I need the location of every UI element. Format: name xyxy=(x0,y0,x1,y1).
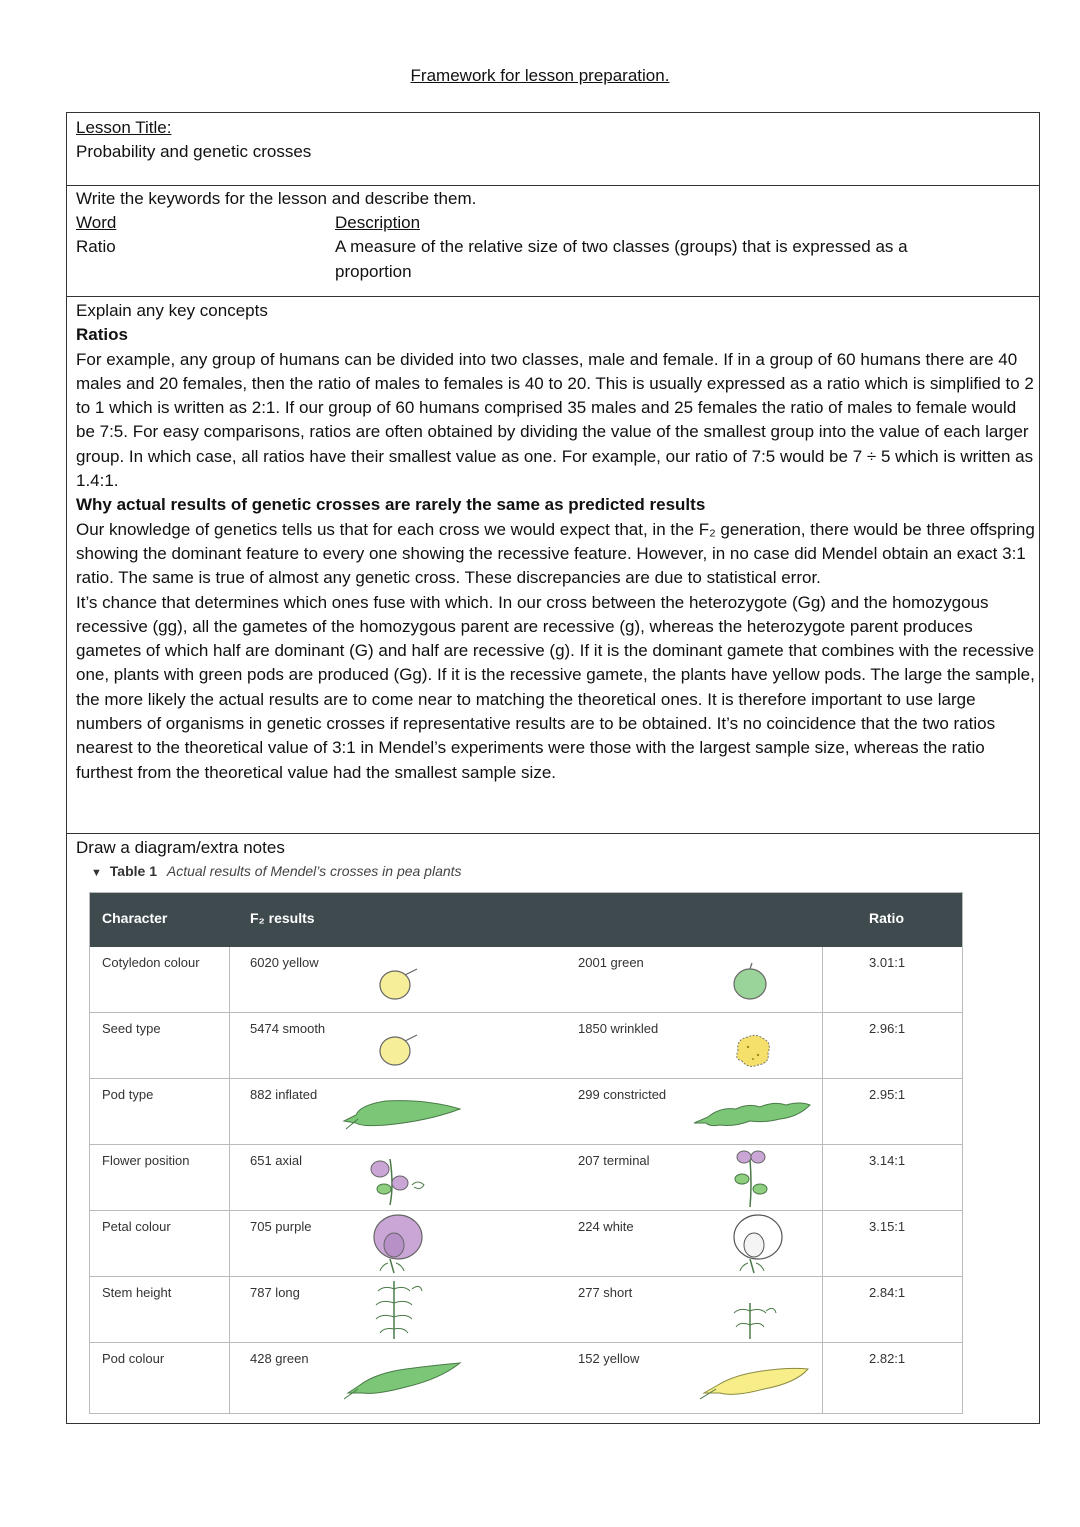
table-row xyxy=(90,947,962,1013)
character-cell: Stem height xyxy=(102,1285,172,1300)
header-ratio: Ratio xyxy=(869,910,904,926)
ratios-paragraph: For example, any group of humans can be divided into two classes, male and female. If in a group of 60 humans there are 40 males and 20 females, then the ratio of males to females is 40 to 20. This is usually expressed as a ratio which is simplified to 2 to 1 which is written as 2:1. If our group of 60 humans comprised 35 males and 25 females the ratio of males to female would be 7:5. For easy comparisons, ratios are often obtained by dividing the value of the smallest group into the value of each larger group. In which case, all ratios have their smallest value as one. For example, our ratio of 7:5 would be 7 ÷ 5 which is written as 1.4:1. xyxy=(76,349,1034,491)
yellow-round-seed-icon xyxy=(365,947,445,1011)
wrinkled-seed-icon xyxy=(720,1013,800,1077)
triangle-down-icon: ▼ xyxy=(91,867,102,879)
keyword-row xyxy=(76,235,1039,285)
ratio-cell: 3.14:1 xyxy=(869,1153,906,1168)
table-row xyxy=(90,1343,962,1413)
recessive-cell: 277 short xyxy=(578,1285,633,1300)
table-row xyxy=(90,1145,962,1211)
keywords-instruction: Write the keywords for the lesson and describe them. xyxy=(76,189,477,208)
recessive-cell: 1850 wrinkled xyxy=(578,1021,659,1036)
short-stem-icon xyxy=(720,1277,800,1341)
yellow-pod-icon xyxy=(690,1343,815,1407)
ratio-cell: 2.95:1 xyxy=(869,1087,906,1102)
ratio-cell: 3.15:1 xyxy=(869,1219,906,1234)
table-header xyxy=(90,893,962,947)
dominant-cell: 651 axial xyxy=(250,1153,303,1168)
axial-flower-icon xyxy=(360,1145,440,1209)
inflated-pod-icon xyxy=(336,1079,466,1143)
lesson-title-label: Lesson Title: xyxy=(76,118,172,137)
page-title: Framework for lesson preparation. xyxy=(410,66,670,85)
mendel-results-table xyxy=(89,892,963,1414)
recessive-cell: 224 white xyxy=(578,1219,634,1234)
recessive-cell: 299 constricted xyxy=(578,1087,667,1102)
table-row xyxy=(90,1013,962,1079)
ratio-cell: 3.01:1 xyxy=(869,955,906,970)
word-header: Word xyxy=(76,213,117,233)
diagram-section xyxy=(67,836,1039,860)
dominant-cell: 705 purple xyxy=(250,1219,312,1234)
character-cell: Cotyledon colour xyxy=(102,955,200,970)
long-stem-icon xyxy=(360,1277,440,1341)
character-cell: Flower position xyxy=(102,1153,190,1168)
dominant-cell: 428 green xyxy=(250,1351,309,1366)
green-round-seed-icon xyxy=(720,947,800,1011)
diagram-heading: Draw a diagram/extra notes xyxy=(76,838,285,857)
character-cell: Petal colour xyxy=(102,1219,171,1234)
dominant-cell: 6020 yellow xyxy=(250,955,319,970)
table-row xyxy=(90,1211,962,1277)
purple-flower-icon xyxy=(360,1211,440,1275)
concepts-section xyxy=(67,299,1039,785)
smooth-seed-icon xyxy=(365,1013,445,1077)
lesson-frame xyxy=(66,112,1040,1424)
character-cell: Seed type xyxy=(102,1021,161,1036)
divider xyxy=(67,833,1039,834)
character-cell: Pod colour xyxy=(102,1351,165,1366)
green-pod-icon xyxy=(336,1343,466,1407)
lesson-title: Probability and genetic crosses xyxy=(76,142,312,162)
why-paragraph-2: It’s chance that determines which ones fuse with which. In our cross between the heterozygote (Gg) and the homozygous recessive (gg), all the gametes of the homozygous parent are recessive (g), whereas the heterozygote parent produces gametes of which half are dominant (G) and half are recessive (g). If it is the dominant gamete that combines with the recessive one, plants with green pods are produced (Gg). If it is the recessive gamete, the plants have yellow pods. The large the sample, the more likely the actual results are to come near to matching the theoretical ones. It is therefore important to use large numbers of organisms in genetic crosses if representative results are to be obtained. It’s no coincidence that the two ratios nearest to the theoretical value of 3:1 in Mendel’s experiments were those with the largest sample size, whereas the ratio furthest from the theoretical value had the smallest sample size. xyxy=(76,592,1035,782)
constricted-pod-icon xyxy=(690,1079,815,1143)
dominant-cell: 5474 smooth xyxy=(250,1021,326,1036)
ratios-heading: Ratios xyxy=(76,325,128,345)
ratio-cell: 2.84:1 xyxy=(869,1285,906,1300)
dominant-cell: 787 long xyxy=(250,1285,300,1300)
divider xyxy=(67,296,1039,297)
recessive-cell: 152 yellow xyxy=(578,1351,640,1366)
table-row xyxy=(90,1079,962,1145)
terminal-flower-icon xyxy=(720,1145,800,1209)
table-label: Table 1 xyxy=(109,863,157,879)
table-caption-text: Actual results of Mendel’s crosses in pea plants xyxy=(166,863,462,879)
why-paragraph-1: Our knowledge of genetics tells us that for each cross we would expect that, in the F₂ generation, there would be three offspring showing the dominant feature to every one showing the recessive feature. However, in no case did Mendel obtain an exact 3:1 ratio. The same is true of almost any genetic cross. These discrepancies are due to statistical error. xyxy=(76,519,1035,588)
why-heading: Why actual results of genetic crosses are rarely the same as predicted results xyxy=(76,495,706,515)
ratio-cell: 2.82:1 xyxy=(869,1351,906,1366)
header-character: Character xyxy=(102,910,168,926)
table-body xyxy=(90,947,962,1413)
character-cell: Pod type xyxy=(102,1087,154,1102)
keywords-header xyxy=(76,211,1039,235)
header-results: F₂ results xyxy=(250,910,315,926)
keyword-description: A measure of the relative size of two classes (groups) that is expressed as a proportion xyxy=(335,237,908,281)
recessive-cell: 207 terminal xyxy=(578,1153,650,1168)
recessive-cell: 2001 green xyxy=(578,955,644,970)
table-row xyxy=(90,1277,962,1343)
concepts-heading: Explain any key concepts xyxy=(76,301,268,320)
divider xyxy=(67,185,1039,186)
description-header: Description xyxy=(335,213,421,233)
lesson-title-section xyxy=(67,116,1039,165)
white-flower-icon xyxy=(720,1211,800,1275)
dominant-cell: 882 inflated xyxy=(250,1087,318,1102)
ratio-cell: 2.96:1 xyxy=(869,1021,906,1036)
keywords-section xyxy=(67,187,1039,285)
table-caption xyxy=(91,863,462,879)
keyword-word: Ratio xyxy=(76,237,116,257)
